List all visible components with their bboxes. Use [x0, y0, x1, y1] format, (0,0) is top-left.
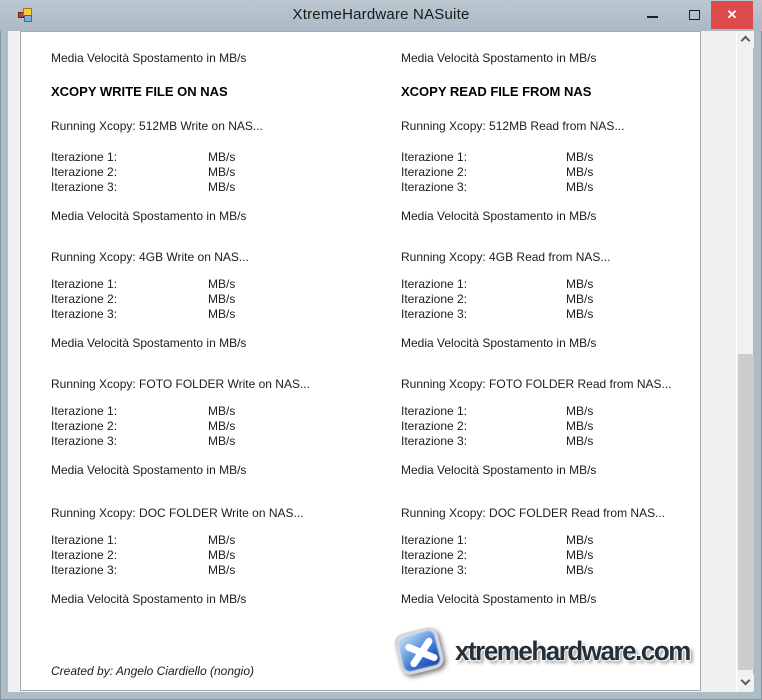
iteration-row	[21, 548, 700, 563]
maximize-icon	[689, 10, 700, 20]
iteration-label: Iterazione 2:	[51, 419, 118, 433]
scroll-down-button[interactable]	[737, 674, 754, 691]
iteration-unit: MB/s	[208, 434, 236, 448]
iteration-label: Iterazione 2:	[51, 548, 118, 562]
iteration-label: Iterazione 2:	[51, 292, 118, 306]
section-headings-row	[21, 85, 700, 100]
running-row-foto	[21, 377, 700, 392]
iteration-label: Iterazione 3:	[51, 180, 118, 194]
iteration-unit: MB/s	[566, 292, 594, 306]
iteration-unit: MB/s	[208, 277, 236, 291]
iteration-row	[21, 533, 700, 548]
window-title: XtremeHardware NASuite	[292, 6, 470, 23]
results-text-panel[interactable]	[20, 31, 701, 691]
titlebar[interactable]	[0, 0, 762, 31]
maximize-button[interactable]	[679, 0, 709, 29]
iteration-label: Iterazione 3:	[401, 434, 468, 448]
running-right: Running Xcopy: 4GB Read from NAS...	[401, 250, 611, 264]
iteration-label: Iterazione 1:	[401, 533, 468, 547]
iteration-unit: MB/s	[566, 419, 594, 433]
iteration-unit: MB/s	[208, 307, 236, 321]
iteration-label: Iterazione 1:	[51, 277, 118, 291]
running-row-doc	[21, 506, 700, 521]
iteration-label: Iterazione 3:	[401, 307, 468, 321]
iteration-unit: MB/s	[208, 419, 236, 433]
media-line-row	[21, 463, 700, 478]
media-line-row	[21, 209, 700, 224]
media-line-left: Media Velocità Spostamento in MB/s	[51, 336, 247, 350]
media-line-right: Media Velocità Spostamento in MB/s	[401, 463, 597, 477]
media-line-row	[21, 592, 700, 607]
minimize-icon	[647, 16, 658, 18]
iteration-unit: MB/s	[566, 533, 594, 547]
xtremehardware-logo	[391, 622, 696, 692]
iteration-label: Iterazione 2:	[401, 292, 468, 306]
running-right: Running Xcopy: 512MB Read from NAS...	[401, 119, 625, 133]
media-line-left: Media Velocità Spostamento in MB/s	[51, 592, 247, 606]
media-line-right: Media Velocità Spostamento in MB/s	[401, 209, 597, 223]
iteration-row	[21, 292, 700, 307]
scroll-up-button[interactable]	[737, 31, 754, 48]
running-right: Running Xcopy: DOC FOLDER Read from NAS...	[401, 506, 666, 520]
minimize-button[interactable]	[637, 0, 667, 29]
iteration-label: Iterazione 3:	[401, 180, 468, 194]
iteration-row	[21, 563, 700, 578]
media-line-left: Media Velocità Spostamento in MB/s	[51, 51, 247, 65]
iteration-unit: MB/s	[208, 165, 236, 179]
close-button[interactable]: ✕	[711, 1, 753, 29]
iteration-row	[21, 434, 700, 449]
iteration-row	[21, 404, 700, 419]
iteration-unit: MB/s	[566, 307, 594, 321]
iteration-row	[21, 165, 700, 180]
media-line-right: Media Velocità Spostamento in MB/s	[401, 592, 597, 606]
chevron-down-icon	[741, 676, 751, 686]
running-left: Running Xcopy: DOC FOLDER Write on NAS...	[51, 506, 304, 520]
running-left: Running Xcopy: 4GB Write on NAS...	[51, 250, 249, 264]
iteration-unit: MB/s	[208, 404, 236, 418]
iteration-unit: MB/s	[566, 150, 594, 164]
iteration-unit: MB/s	[566, 165, 594, 179]
iteration-unit: MB/s	[208, 548, 236, 562]
iteration-unit: MB/s	[208, 292, 236, 306]
running-row-512mb	[21, 119, 700, 134]
iteration-unit: MB/s	[208, 150, 236, 164]
media-line-left: Media Velocità Spostamento in MB/s	[51, 463, 247, 477]
iteration-row	[21, 180, 700, 195]
running-left: Running Xcopy: 512MB Write on NAS...	[51, 119, 263, 133]
media-line-right: Media Velocità Spostamento in MB/s	[401, 336, 597, 350]
iteration-label: Iterazione 2:	[51, 165, 118, 179]
media-line-row	[21, 51, 700, 66]
iteration-label: Iterazione 1:	[51, 150, 118, 164]
iteration-row	[21, 150, 700, 165]
heading-read: XCOPY READ FILE FROM NAS	[401, 84, 592, 99]
iteration-label: Iterazione 3:	[51, 307, 118, 321]
iteration-label: Iterazione 1:	[401, 404, 468, 418]
running-left: Running Xcopy: FOTO FOLDER Write on NAS...	[51, 377, 310, 391]
iteration-unit: MB/s	[208, 180, 236, 194]
iteration-label: Iterazione 3:	[51, 434, 118, 448]
iteration-label: Iterazione 2:	[401, 419, 468, 433]
iteration-unit: MB/s	[566, 404, 594, 418]
iteration-row	[21, 277, 700, 292]
iteration-label: Iterazione 1:	[401, 277, 468, 291]
iteration-label: Iterazione 2:	[401, 165, 468, 179]
iteration-unit: MB/s	[208, 533, 236, 547]
scrollbar-thumb[interactable]	[738, 354, 754, 670]
chevron-up-icon	[741, 36, 751, 46]
iteration-label: Iterazione 1:	[401, 150, 468, 164]
media-line-left: Media Velocità Spostamento in MB/s	[51, 209, 247, 223]
x-glyph	[399, 630, 445, 674]
vertical-scrollbar[interactable]	[736, 31, 753, 691]
iteration-unit: MB/s	[208, 563, 236, 577]
running-right: Running Xcopy: FOTO FOLDER Read from NAS...	[401, 377, 672, 391]
iteration-unit: MB/s	[566, 277, 594, 291]
iteration-row	[21, 307, 700, 322]
iteration-label: Iterazione 2:	[401, 548, 468, 562]
created-by: Created by: Angelo Ciardiello (nongio)	[51, 664, 255, 678]
xtremehardware-x-icon	[393, 625, 446, 676]
heading-write: XCOPY WRITE FILE ON NAS	[51, 84, 228, 99]
media-line-row	[21, 336, 700, 351]
iteration-row	[21, 419, 700, 434]
running-row-4gb	[21, 250, 700, 265]
iteration-label: Iterazione 1:	[51, 533, 118, 547]
iteration-label: Iterazione 1:	[51, 404, 118, 418]
iteration-unit: MB/s	[566, 548, 594, 562]
iteration-label: Iterazione 3:	[51, 563, 118, 577]
iteration-unit: MB/s	[566, 563, 594, 577]
logo-text: xtremehardware.com	[455, 636, 690, 666]
media-line-right: Media Velocità Spostamento in MB/s	[401, 51, 597, 65]
iteration-unit: MB/s	[566, 180, 594, 194]
iteration-unit: MB/s	[566, 434, 594, 448]
iteration-label: Iterazione 3:	[401, 563, 468, 577]
